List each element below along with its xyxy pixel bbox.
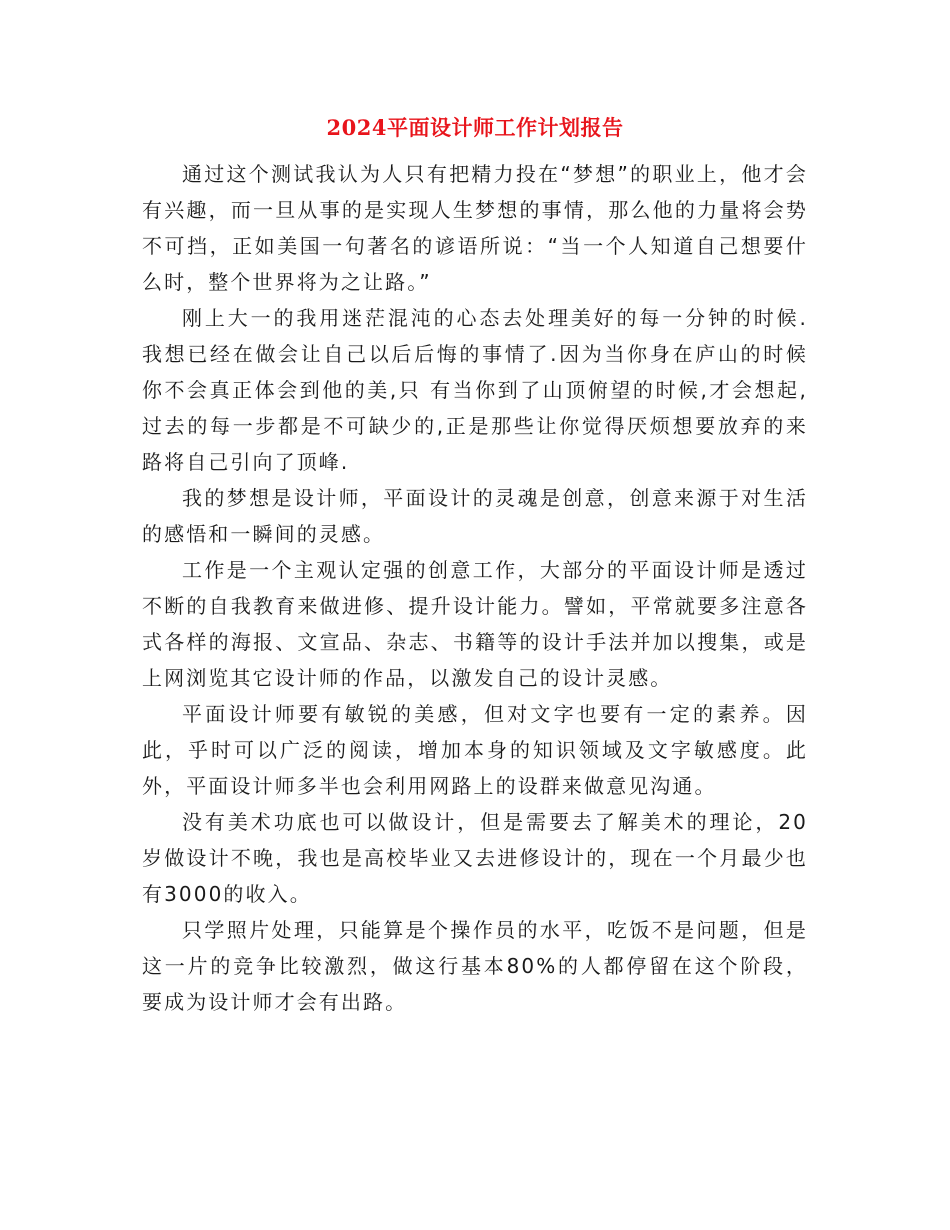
paragraph: 没有美术功底也可以做设计，但是需要去了解美术的理论，20岁做设计不晚，我也是高校毕业又去进修设计的，现在一个月最少也有3000的收入。: [142, 810, 808, 906]
document-body: [142, 156, 808, 1020]
paragraph: 工作是一个主观认定强的创意工作，大部分的平面设计师是透过不断的自我教育来做进修、提升设计能力。譬如，平常就要多注意各式各样的海报、文宣品、杂志、书籍等的设计手法并加以搜集，或是上网浏览其它设计师的作品，以激发自己的设计灵感。: [142, 558, 808, 690]
paragraph: 刚上大一的我用迷茫混沌的心态去处理美好的每一分钟的时候.我想已经在做会让自己以后后悔的事情了.因为当你身在庐山的时候你不会真正体会到他的美,只 有当你到了山顶俯望的时候,才会想起,过去的每一步都是不可缺少的,正是那些让你觉得厌烦想要放弃的来路将自己引向了顶峰.: [142, 306, 808, 474]
paragraph: 我的梦想是设计师，平面设计的灵魂是创意，创意来源于对生活的感悟和一瞬间的灵感。: [142, 486, 808, 546]
document-title: 2024平面设计师工作计划报告: [326, 115, 624, 140]
paragraph: 平面设计师要有敏锐的美感，但对文字也要有一定的素养。因此，乎时可以广泛的阅读，增加本身的知识领域及文字敏感度。此外，平面设计师多半也会利用网路上的设群来做意见沟通。: [142, 702, 808, 798]
paragraph: 通过这个测试我认为人只有把精力投在“梦想”的职业上，他才会有兴趣，而一旦从事的是实现人生梦想的事情，那么他的力量将会势不可挡，正如美国一句著名的谚语所说：“当一个人知道自己想要什么时，整个世界将为之让路。”: [142, 162, 808, 294]
paragraph: 只学照片处理，只能算是个操作员的水平，吃饭不是问题，但是这一片的竞争比较激烈，做这行基本80%的人都停留在这个阶段，要成为设计师才会有出路。: [142, 918, 808, 1014]
